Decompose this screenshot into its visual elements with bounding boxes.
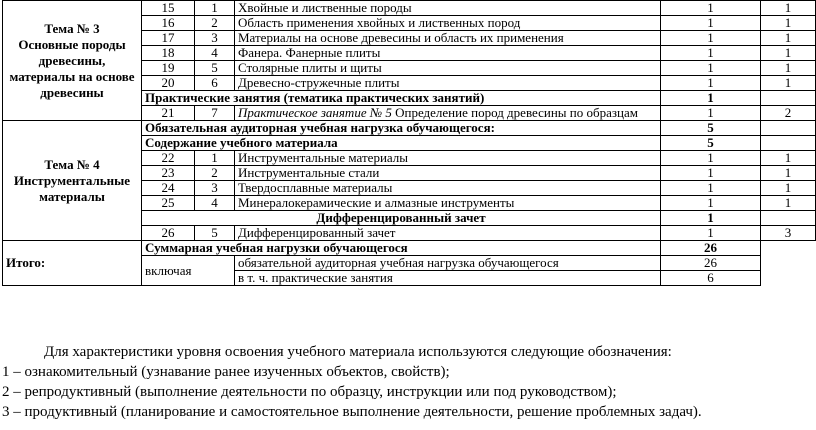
lesson-title	[235, 106, 661, 121]
lesson-index: 5	[195, 61, 235, 76]
lesson-hours: 1	[661, 76, 761, 91]
lesson-level: 3	[761, 226, 816, 241]
lesson-level: 1	[761, 1, 816, 16]
lesson-hours: 1	[661, 166, 761, 181]
topic-4-title: Тема № 4 Инструментальные материалы	[3, 121, 142, 241]
lesson-index: 6	[195, 76, 235, 91]
empty-cell	[761, 211, 816, 226]
mandatory-hours: 5	[661, 121, 761, 136]
practice-text: Определение пород древесины по образцам	[391, 105, 638, 120]
lesson-level: 1	[761, 166, 816, 181]
lesson-index: 4	[195, 46, 235, 61]
lesson-level: 1	[761, 151, 816, 166]
topic-3-title: Тема № 3 Основные породы древесины, материалы на основе древесины	[3, 1, 142, 121]
lesson-number: 15	[142, 1, 195, 16]
lesson-number: 20	[142, 76, 195, 91]
legend-level-3: 3 – продуктивный (планирование и самостоятельное выполнение деятельности, решение проблемных задач).	[2, 404, 702, 420]
lesson-number: 19	[142, 61, 195, 76]
practice-heading: Практические занятия (тематика практических занятий)	[142, 91, 661, 106]
lesson-level: 1	[761, 181, 816, 196]
table-row	[3, 241, 816, 256]
lesson-level: 2	[761, 106, 816, 121]
lesson-index: 1	[195, 1, 235, 16]
lesson-title: Минералокерамические и алмазные инструменты	[235, 196, 661, 211]
lesson-title: Дифференцированный зачет	[235, 226, 661, 241]
content-heading: Содержание учебного материала	[142, 136, 661, 151]
lesson-level: 1	[761, 61, 816, 76]
lesson-number: 24	[142, 181, 195, 196]
lesson-index: 2	[195, 166, 235, 181]
lesson-hours: 1	[661, 61, 761, 76]
practice-hours: 1	[661, 91, 761, 106]
lesson-number: 22	[142, 151, 195, 166]
lesson-index: 5	[195, 226, 235, 241]
lesson-hours: 1	[661, 226, 761, 241]
lesson-title: Инструментальные материалы	[235, 151, 661, 166]
total-sub2-hours: 6	[661, 271, 761, 286]
lesson-level: 1	[761, 16, 816, 31]
table-row	[3, 121, 816, 136]
lesson-index: 3	[195, 181, 235, 196]
empty-cell	[761, 136, 816, 151]
lesson-hours: 1	[661, 1, 761, 16]
curriculum-table	[2, 0, 816, 286]
lesson-number: 25	[142, 196, 195, 211]
total-hours: 26	[661, 241, 761, 256]
lesson-level: 1	[761, 196, 816, 211]
lesson-index: 3	[195, 31, 235, 46]
lesson-level: 1	[761, 31, 816, 46]
practice-label: Практическое занятие № 5	[238, 105, 392, 120]
legend-level-2: 2 – репродуктивный (выполнение деятельности по образцу, инструкции или под руководством);	[2, 384, 617, 400]
lesson-index: 4	[195, 196, 235, 211]
legend	[2, 342, 814, 422]
lesson-hours: 1	[661, 151, 761, 166]
empty-cell	[761, 91, 816, 106]
lesson-hours: 1	[661, 16, 761, 31]
lesson-hours: 1	[661, 31, 761, 46]
total-label: Итого:	[3, 241, 142, 286]
lesson-title: Хвойные и лиственные породы	[235, 1, 661, 16]
including-label: включая	[142, 256, 235, 286]
lesson-level: 1	[761, 76, 816, 91]
lesson-number: 16	[142, 16, 195, 31]
lesson-title: Материалы на основе древесины и область их применения	[235, 31, 661, 46]
lesson-number: 21	[142, 106, 195, 121]
total-sub1-hours: 26	[661, 256, 761, 271]
diff-heading: Дифференцированный зачет	[142, 211, 661, 226]
legend-level-1: 1 – ознакомительный (узнавание ранее изученных объектов, свойств);	[2, 364, 450, 380]
lesson-title: Область применения хвойных и лиственных пород	[235, 16, 661, 31]
lesson-level: 1	[761, 46, 816, 61]
total-load: Суммарная учебная нагрузки обучающегося	[142, 241, 661, 256]
lesson-hours: 1	[661, 181, 761, 196]
table-row	[3, 1, 816, 16]
lesson-index: 2	[195, 16, 235, 31]
lesson-title: Фанера. Фанерные плиты	[235, 46, 661, 61]
lesson-title: Твердосплавные материалы	[235, 181, 661, 196]
lesson-number: 23	[142, 166, 195, 181]
lesson-number: 18	[142, 46, 195, 61]
lesson-title: Древесно-стружечные плиты	[235, 76, 661, 91]
lesson-index: 7	[195, 106, 235, 121]
lesson-title: Инструментальные стали	[235, 166, 661, 181]
empty-cell	[761, 121, 816, 136]
diff-hours: 1	[661, 211, 761, 226]
legend-lead: Для характеристики уровня освоения учебного материала используются следующие обозначения:	[44, 344, 672, 360]
total-sub1: обязательной аудиторная учебная нагрузка обучающегося	[235, 256, 661, 271]
lesson-title: Столярные плиты и щиты	[235, 61, 661, 76]
mandatory-load: Обязательная аудиторная учебная нагрузка обучающегося:	[142, 121, 661, 136]
lesson-hours: 1	[661, 46, 761, 61]
lesson-number: 17	[142, 31, 195, 46]
content-hours: 5	[661, 136, 761, 151]
lesson-number: 26	[142, 226, 195, 241]
lesson-hours: 1	[661, 106, 761, 121]
lesson-hours: 1	[661, 196, 761, 211]
empty-cell	[761, 241, 816, 286]
total-sub2: в т. ч. практические занятия	[235, 271, 661, 286]
lesson-index: 1	[195, 151, 235, 166]
